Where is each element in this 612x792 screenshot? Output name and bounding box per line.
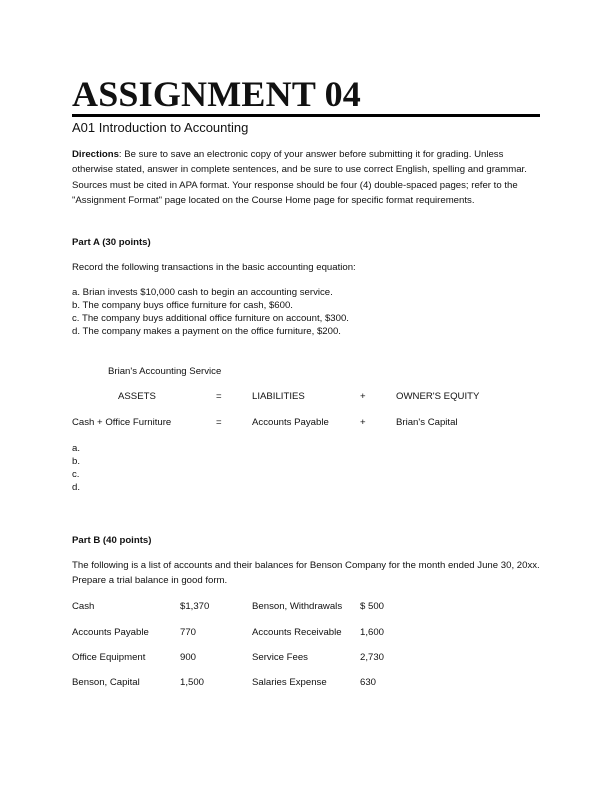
account-name: Office Equipment [72, 652, 146, 663]
part-b-instruction: The following is a list of accounts and their balances for Benson Company for the month ended June 30, 20xx. Prepare a trial balance in good form. [72, 560, 540, 587]
equation-liabilities-accounts: Accounts Payable [252, 417, 329, 428]
account-name: Cash [72, 601, 95, 612]
title-rule [72, 114, 540, 117]
list-item: c. [72, 469, 80, 480]
list-item: a. [72, 443, 81, 454]
directions-paragraph [72, 147, 542, 209]
account-name: Accounts Receivable [252, 627, 342, 638]
list-item: b. [72, 456, 81, 467]
company-name: Brian's Accounting Service [108, 366, 222, 377]
account-balance: 2,730 [360, 652, 385, 663]
directions-text: : Be sure to save an electronic copy of your answer before submitting it for grading. Unless otherwise stated, answer in complete sentences, and be sure to use correct English, spelling and grammar. Sources must be cited in APA format. Your response should be four (4) double-spaced pages; refer to the "Assignment Format" page located on the Course Home page for specific format requirements. [72, 149, 527, 207]
part-a-heading: Part A (30 points) [72, 237, 151, 248]
equation-plus: + [360, 391, 366, 402]
part-b-heading: Part B (40 points) [72, 535, 152, 546]
equation-equals: = [216, 417, 222, 428]
account-name: Salaries Expense [252, 677, 327, 688]
account-balance: $ 500 [360, 601, 385, 612]
course-subtitle: A01 Introduction to Accounting [72, 120, 249, 135]
account-name: Benson, Capital [72, 677, 140, 688]
equation-assets-header: ASSETS [118, 391, 156, 402]
directions-label: Directions [72, 149, 119, 160]
list-item: a. Brian invests $10,000 cash to begin an accounting service. [72, 287, 333, 298]
equation-liabilities-header: LIABILITIES [252, 391, 305, 402]
list-item: d. [72, 482, 81, 493]
account-name: Accounts Payable [72, 627, 149, 638]
account-balance: 1,600 [360, 627, 385, 638]
transaction-list [72, 286, 349, 338]
equation-plus: + [360, 417, 366, 428]
account-balance: 770 [180, 627, 197, 638]
answer-rows [72, 442, 80, 494]
equation-equals: = [216, 391, 222, 402]
list-item: c. The company buys additional office furniture on account, $300. [72, 313, 349, 324]
list-item: d. The company makes a payment on the office furniture, $200. [72, 326, 341, 337]
account-balance: 1,500 [180, 677, 205, 688]
equation-equity-header: OWNER'S EQUITY [396, 391, 480, 402]
account-name: Benson, Withdrawals [252, 601, 343, 612]
equation-equity-accounts: Brian's Capital [396, 417, 458, 428]
list-item: b. The company buys office furniture for cash, $600. [72, 300, 293, 311]
page-title: ASSIGNMENT 04 [72, 74, 362, 114]
account-balance: $1,370 [180, 601, 210, 612]
part-a-instruction: Record the following transactions in the basic accounting equation: [72, 262, 356, 273]
equation-assets-accounts: Cash + Office Furniture [72, 417, 172, 428]
account-name: Service Fees [252, 652, 308, 663]
account-balance: 630 [360, 677, 377, 688]
account-balance: 900 [180, 652, 197, 663]
